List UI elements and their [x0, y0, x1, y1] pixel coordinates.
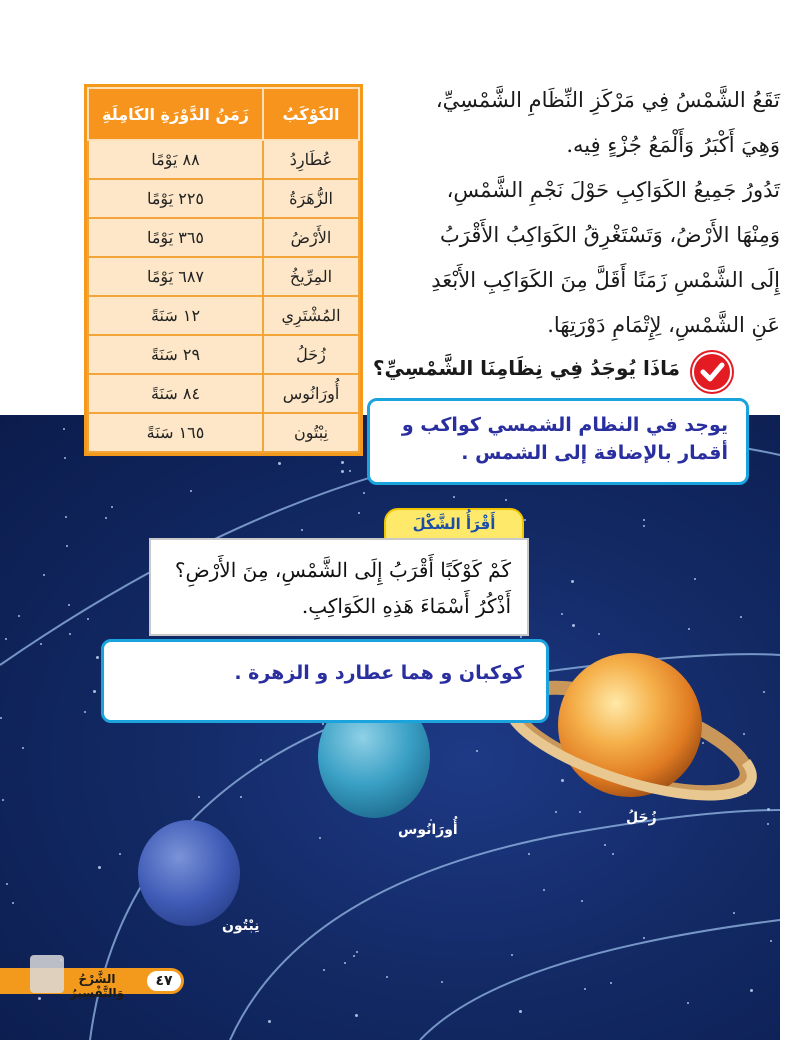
uranus-label: أُورَانُوس [398, 822, 458, 838]
answer-line: يوجد في النظام الشمسي كواكب و [401, 414, 728, 436]
paragraph-line: وَهِيَ أَكْبَرُ وَأَلْمَعُ جُزْءٍ فِيه. [566, 133, 780, 157]
planet-name-cell: الزُّهَرَةُ [263, 179, 359, 218]
answer-box-2[interactable]: كوكبان و هما عطارد و الزهرة . [101, 639, 549, 723]
planet-name-cell: الأَرْضُ [263, 218, 359, 257]
period-cell: ٨٤ سَنَةً [88, 374, 263, 413]
publisher-logo-icon [30, 955, 64, 993]
period-cell: ٦٨٧ يَوْمًا [88, 257, 263, 296]
neptune-planet [138, 820, 240, 926]
table-row [88, 374, 359, 413]
period-cell: ٣٦٥ يَوْمًا [88, 218, 263, 257]
table-row [88, 413, 359, 452]
page-number: ٤٧ [144, 968, 184, 994]
footer-section-title: الشَّرْحُ وَالتَّفْسِيرُ [69, 972, 125, 1000]
intro-paragraph [372, 78, 780, 348]
table-row [88, 140, 359, 179]
saturn-label: زُحَلُ [626, 810, 657, 826]
paragraph-line: وَمِنْهَا الأَرْضُ، وَتَسْتَغْرِقُ الكَوَاكِبُ الأَقْرَبُ [439, 223, 780, 247]
planet-name-cell: أُورَانُوس [263, 374, 359, 413]
period-cell: ١٦٥ سَنَةً [88, 413, 263, 452]
paragraph-line: تَدُورُ جَمِيعُ الكَوَاكِبِ حَوْلَ نَجْمِ الشَّمْسِ، [446, 178, 780, 202]
planet-name-cell: المِرِّيخُ [263, 257, 359, 296]
question-text: مَاذَا يُوجَدُ فِي نِظَامِنَا الشَّمْسِيِّ؟ [372, 356, 680, 380]
read-figure-question: كَمْ كَوْكَبًا أَقْرَبُ إِلَى الشَّمْسِ، مِنَ الأَرْضِ؟ [174, 558, 511, 582]
check-circle-icon [692, 352, 732, 392]
planet-name-cell: نِبْتُون [263, 413, 359, 452]
period-cell: ٨٨ يَوْمًا [88, 140, 263, 179]
period-cell: ٢٩ سَنَةً [88, 335, 263, 374]
orbit-period-table [84, 84, 363, 456]
period-cell: ١٢ سَنَةً [88, 296, 263, 335]
read-figure-card [149, 538, 529, 636]
paragraph-line: تَقَعُ الشَّمْسُ فِي مَرْكَزِ النِّظَامِ الشَّمْسِيِّ، [435, 88, 780, 112]
table-row [88, 179, 359, 218]
question-row [372, 350, 780, 394]
paragraph-line: عَنِ الشَّمْسِ، لِإِتْمَامِ دَوْرَتِهَا. [547, 313, 780, 337]
paragraph-line: إِلَى الشَّمْسِ زَمَنًا أَقَلَّ مِنَ الكَوَاكِبِ الأَبْعَدِ [431, 268, 780, 292]
neptune-label: نِبْتُون [222, 918, 260, 934]
planet-name-cell: المُشْتَرِي [263, 296, 359, 335]
planet-name-cell: زُحَلُ [263, 335, 359, 374]
read-figure-tab: أَقْرَأُ الشَّكْلَ [384, 508, 524, 540]
planet-name-cell: عُطَارِدُ [263, 140, 359, 179]
table-row [88, 335, 359, 374]
page-margin [780, 0, 800, 1040]
column-header-period: زَمَنُ الدَّوْرَةِ الكَامِلَةِ [88, 88, 263, 140]
answer-line: أقمار بالإضافة إلى الشمس . [461, 442, 728, 464]
table-row [88, 257, 359, 296]
table-row [88, 218, 359, 257]
period-cell: ٢٢٥ يَوْمًا [88, 179, 263, 218]
column-header-planet: الكَوْكَبُ [263, 88, 359, 140]
read-figure-instruction: أَذْكُرُ أَسْمَاءَ هَذِهِ الكَوَاكِبِ. [301, 594, 511, 618]
table-header-row [88, 88, 359, 140]
answer-box-1[interactable] [367, 398, 749, 485]
table-row [88, 296, 359, 335]
